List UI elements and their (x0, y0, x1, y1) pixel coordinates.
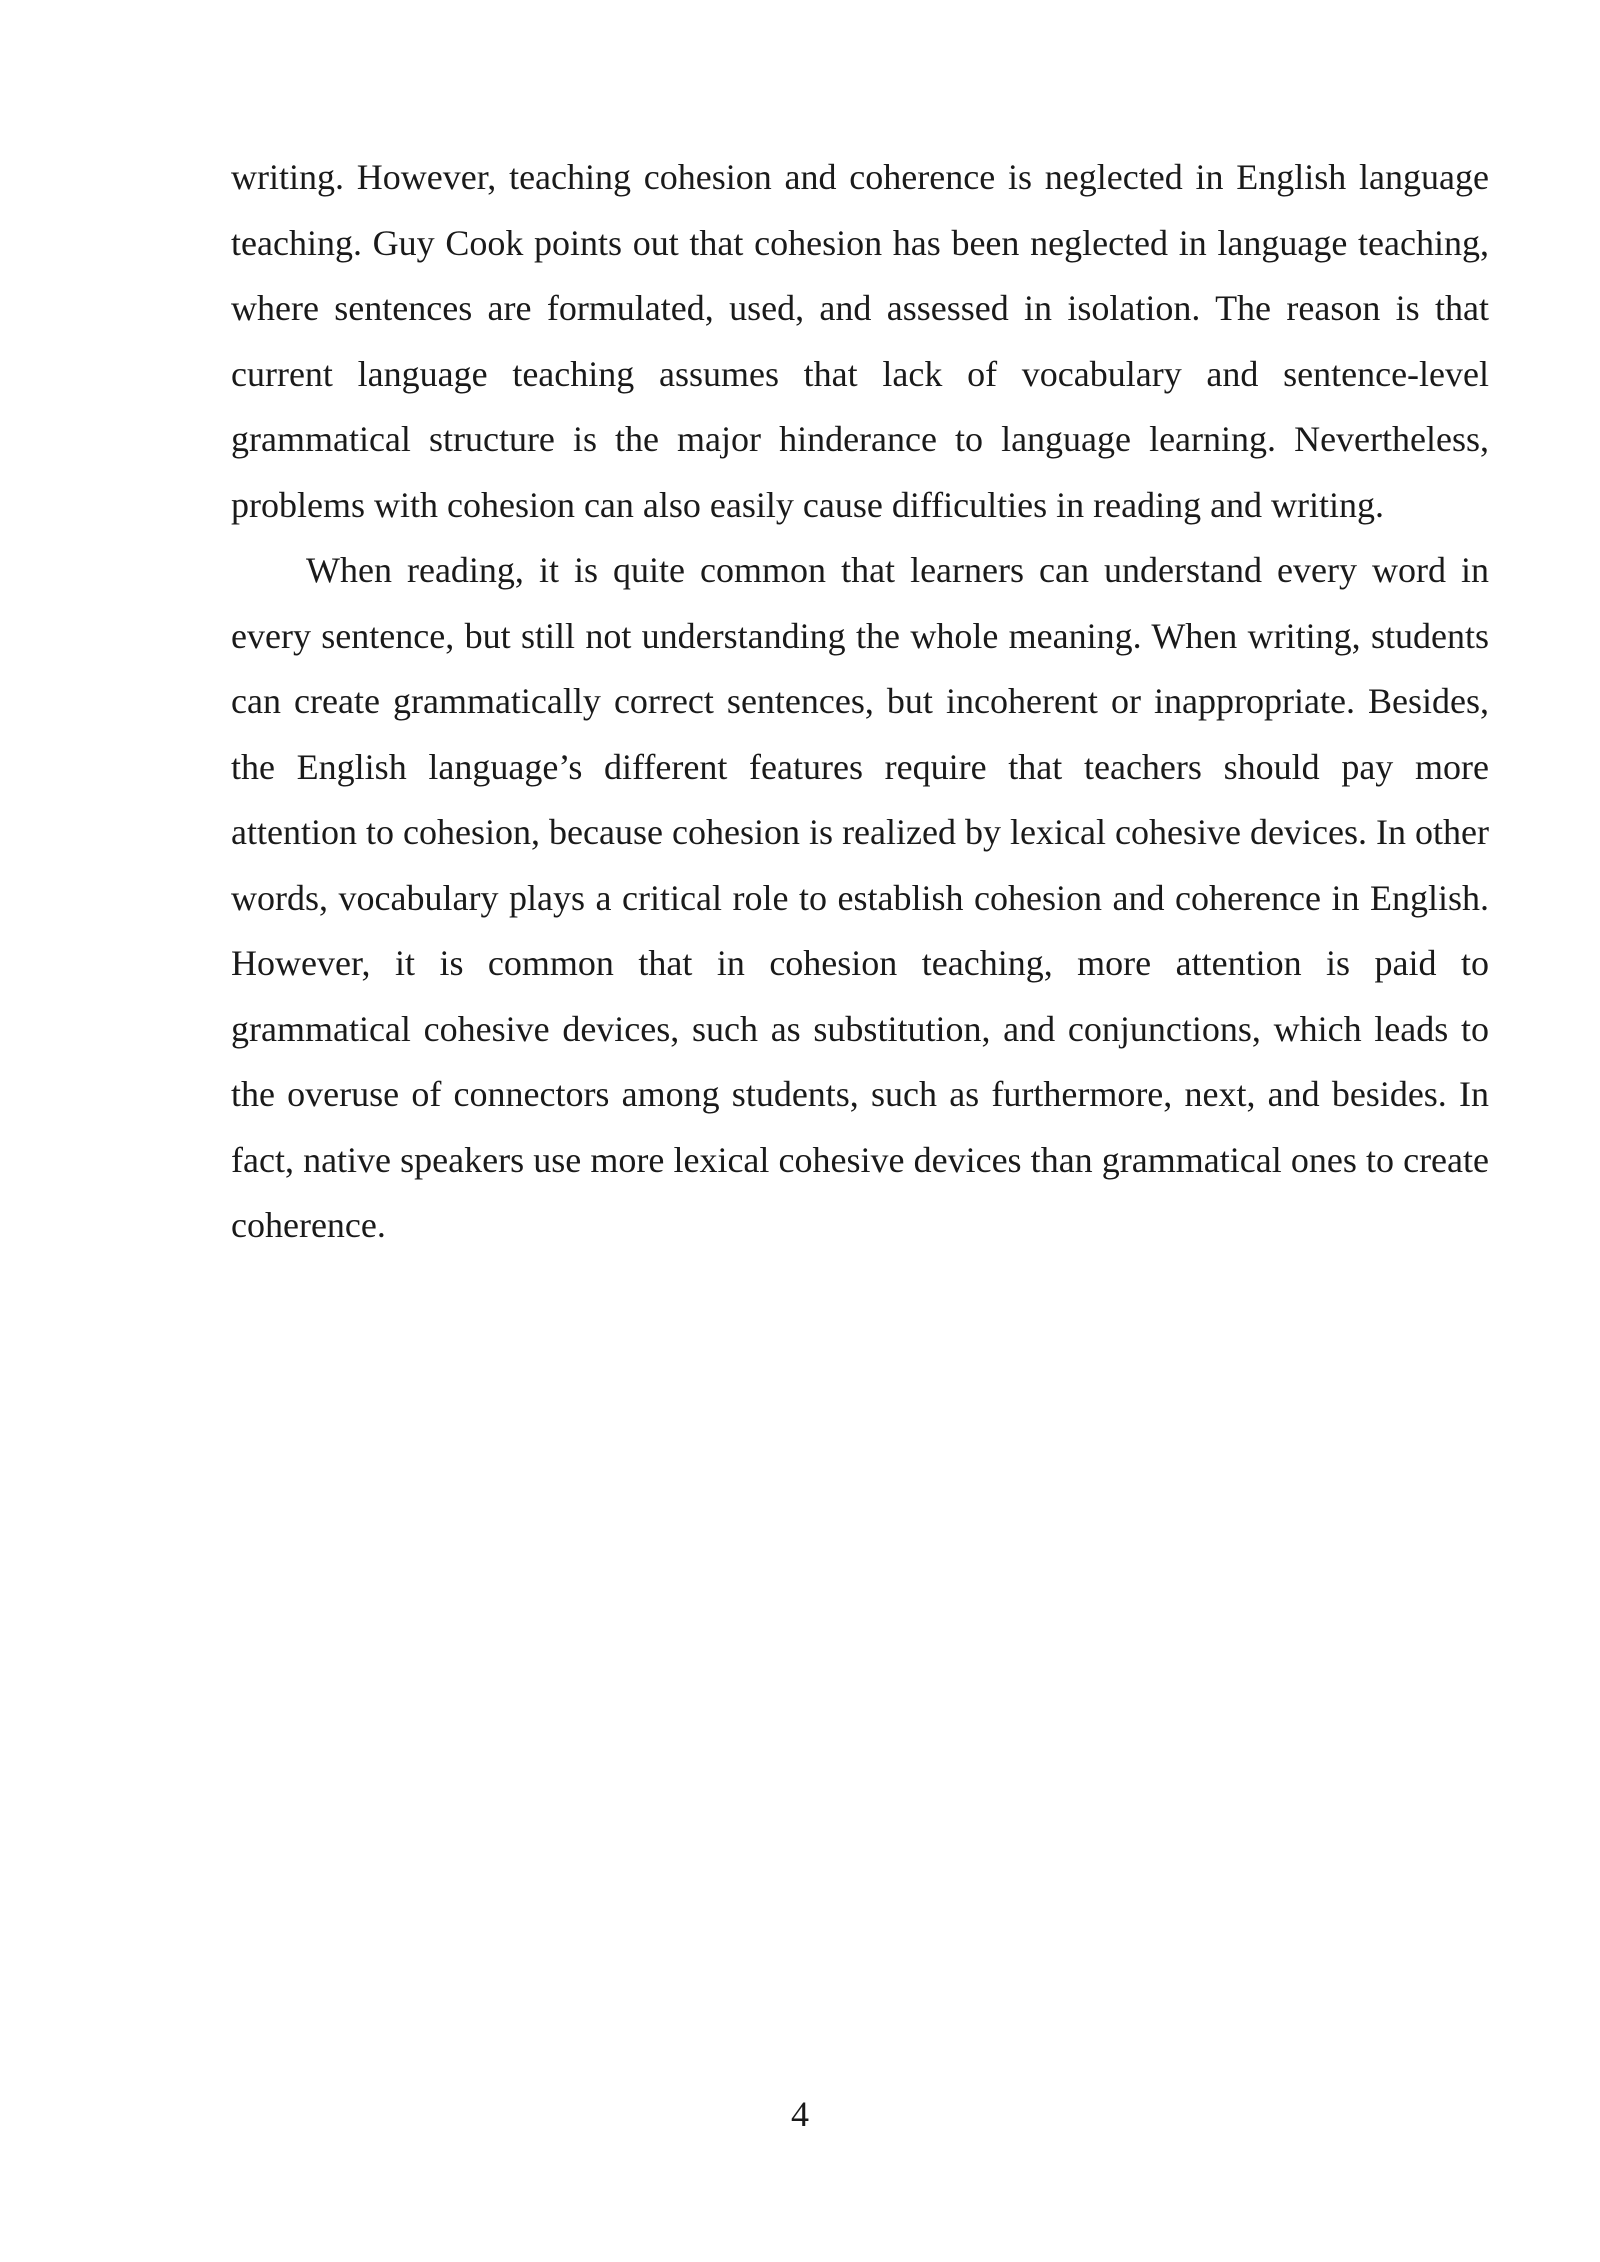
paragraph-reading-writing: When reading, it is quite common that learners can understand every word in every sentence, but still not understanding the whole meaning. When writing, students can create grammatically correct sentences, but incoherent or inappropriate. Besides, the English language’s different features require that teachers should pay more attention to cohesion, because cohesion is realized by lexical cohesive devices. In other words, vocabulary plays a critical role to establish cohesion and coherence in English. However, it is common that in cohesion teaching, more attention is paid to grammatical cohesive devices, such as substitution, and conjunctions, which leads to the overuse of connectors among students, such as furthermore, next, and besides. In fact, native speakers use more lexical cohesive devices than grammatical ones to create coherence. (231, 550, 1489, 1245)
page-number: 4 (791, 2094, 809, 2134)
body-text (231, 145, 1489, 1259)
paragraph-continued: writing. However, teaching cohesion and coherence is neglected in English language teaching. Guy Cook points out that cohesion has been neglected in language teaching, where sentences are formulated, used, and assessed in isolation. The reason is that current language teaching assumes that lack of vocabulary and sentence-level grammatical structure is the major hinderance to language learning. Nevertheless, problems with cohesion can also easily cause difficulties in reading and writing. (231, 157, 1489, 525)
